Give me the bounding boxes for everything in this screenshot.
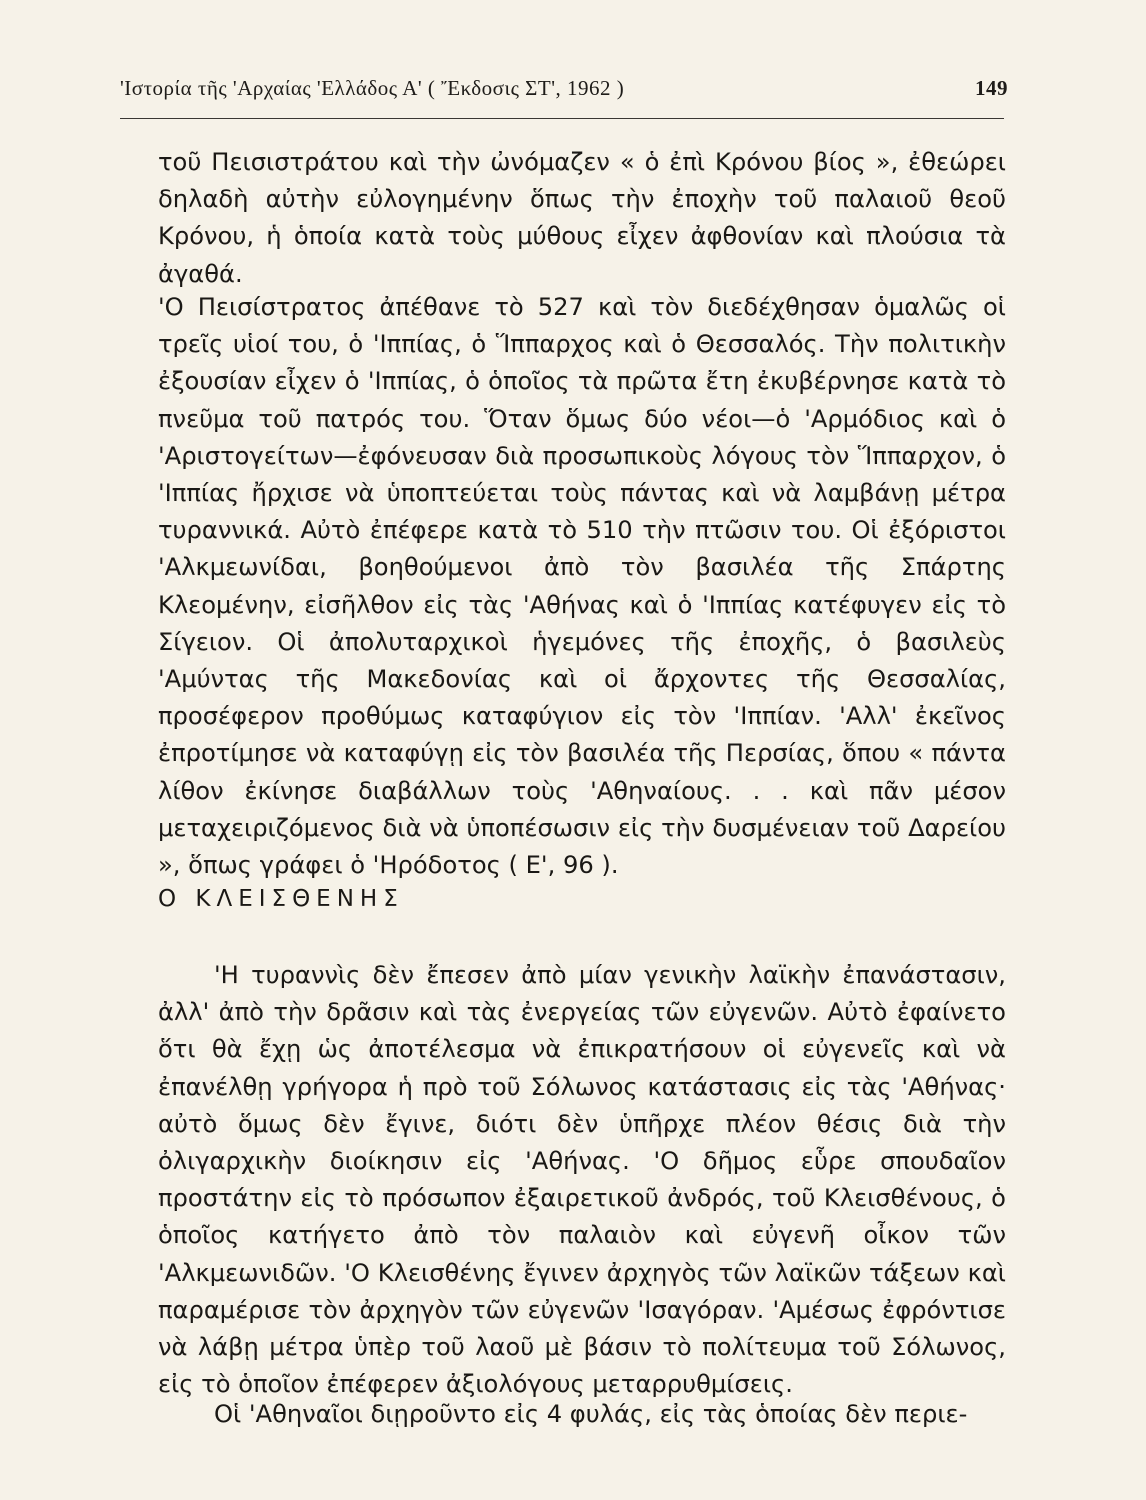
header-rule [120, 118, 1004, 119]
paragraph-text: 'Η τυραννὶς δὲν ἔπεσεν ἀπὸ μίαν γενικὴν λαϊκὴν ἐπανάστασιν, ἀλλ' ἀπὸ τὴν δρᾶσιν καὶ τὰς ἐνεργείας τῶν εὐγενῶν. Αὐτὸ ἐφαίνετο ὅτι θὰ ἔχῃ ὡς ἀποτέλεσμα νὰ ἐπικρατήσουν οἱ εὐγενεῖς καὶ νὰ ἐπανέλθῃ γρήγορα ἡ πρὸ τοῦ Σόλωνος κατάστασις εἰς τὰς 'Αθήνας· αὐτὸ ὅμως δὲν ἔγινε, διότι δὲν ὑπῆρχε πλέον θέσις διὰ τὴν ὀλιγαρχικὴν διοίκησιν εἰς 'Αθήνας. 'Ο δῆμος εὗρε σπουδαῖον προστάτην εἰς τὸ πρόσωπον ἐξαιρετικοῦ ἀνδρός, τοῦ Κλεισθένους, ὁ ὁποῖος κατήγετο ἀπὸ τὸν παλαιὸν καὶ εὐγενῆ οἶκον τῶν 'Αλκμεωνιδῶν. 'Ο Κλεισθένης ἔγινεν ἀρχηγὸς τῶν λαϊκῶν τάξεων καὶ παραμέρισε τὸν ἀρχηγὸν τῶν εὐγενῶν 'Ισαγόραν. 'Αμέσως ἐφρόντισε νὰ λάβῃ μέτρα ὑπὲρ τοῦ λαοῦ μὲ βάσιν τὸ πολίτευμα τοῦ Σόλωνος, εἰς τὸ ὁποῖον ἐπέφερεν ἀξιολόγους μεταρρυθμίσεις. [158, 961, 1006, 1399]
paragraph-continuation [158, 144, 1006, 293]
page-number: 149 [975, 76, 1008, 100]
paragraph-cleisthenes [158, 957, 1006, 1403]
paragraph-text: 'Ο Πεισίστρατος ἀπέθανε τὸ 527 καὶ τὸν διεδέχθησαν ὁμαλῶς οἱ τρεῖς υἱοί του, ὁ 'Ιππίας, ὁ Ἵππαρχος καὶ ὁ Θεσσαλός. Τὴν πολιτικὴν ἐξουσίαν εἶχεν ὁ 'Ιππίας, ὁ ὁποῖος τὰ πρῶτα ἔτη ἐκυβέρνησε κατὰ τὸ πνεῦμα τοῦ πατρός του. Ὅταν ὅμως δύο νέοι—ὁ 'Αρμόδιος καὶ ὁ 'Αριστογείτων—ἐφόνευσαν διὰ προσωπικοὺς λόγους τὸν Ἵππαρχον, ὁ 'Ιππίας ἤρχισε νὰ ὑποπτεύεται τοὺς πάντας καὶ νὰ λαμβάνῃ μέτρα τυραννικά. Αὐτὸ ἐπέφερε κατὰ τὸ 510 τὴν πτῶσιν του. Οἱ ἐξόριστοι 'Αλκμεωνίδαι, βοηθούμενοι ἀπὸ τὸν βασιλέα τῆς Σπάρτης Κλεομένην, εἰσῆλθον εἰς τὰς 'Αθήνας καὶ ὁ 'Ιππίας κατέφυγεν εἰς τὸ Σίγειον. Οἱ ἀπολυταρχικοὶ ἡγεμόνες τῆς ἐποχῆς, ὁ βασιλεὺς 'Αμύντας τῆς Μακεδονίας καὶ οἱ ἄρχοντες τῆς Θεσσαλίας, προσέφερον προθύμως καταφύγιον εἰς τὸν 'Ιππίαν. 'Αλλ' ἐκεῖνος ἐπροτίμησε νὰ καταφύγῃ εἰς τὸν βασιλέα τῆς Περσίας, ὅπου « πάντα λίθον ἐκίνησε διαβάλλων τοὺς 'Αθηναίους. . . καὶ πᾶν μέσον μεταχειριζόμενος διὰ νὰ ὑποπέσωσιν εἰς τὴν δυσμένειαν τοῦ Δαρείου », ὅπως γράφει ὁ 'Ηρόδοτος ( Ε', 96 ). [158, 293, 1006, 880]
paragraph-peisistratus-sons [158, 289, 1006, 884]
section-heading: Ο ΚΛΕΙΣΘΕΝΗΣ [158, 886, 404, 912]
paragraph-tribes [158, 1396, 1006, 1433]
running-header [120, 76, 1008, 106]
paragraph-text: τοῦ Πεισιστράτου καὶ τὴν ὠνόμαζεν « ὁ ἐπὶ Κρόνου βίος », ἐθεώρει δηλαδὴ αὐτὴν εὐλογημένην ὅπως τὴν ἐποχὴν τοῦ παλαιοῦ θεοῦ Κρόνου, ἡ ὁποία κατὰ τοὺς μύθους εἶχεν ἀφθονίαν καὶ πλούσια τὰ ἀγαθά. [158, 148, 1006, 288]
paragraph-text: Οἱ 'Αθηναῖοι διῃροῦντο εἰς 4 φυλάς, εἰς τὰς ὁποίας δὲν περιε- [214, 1400, 968, 1428]
running-header-title: 'Ιστορία τῆς 'Αρχαίας 'Ελλάδος Α' ( Ἔκδοσις ΣΤ', 1962 ) [120, 76, 625, 100]
